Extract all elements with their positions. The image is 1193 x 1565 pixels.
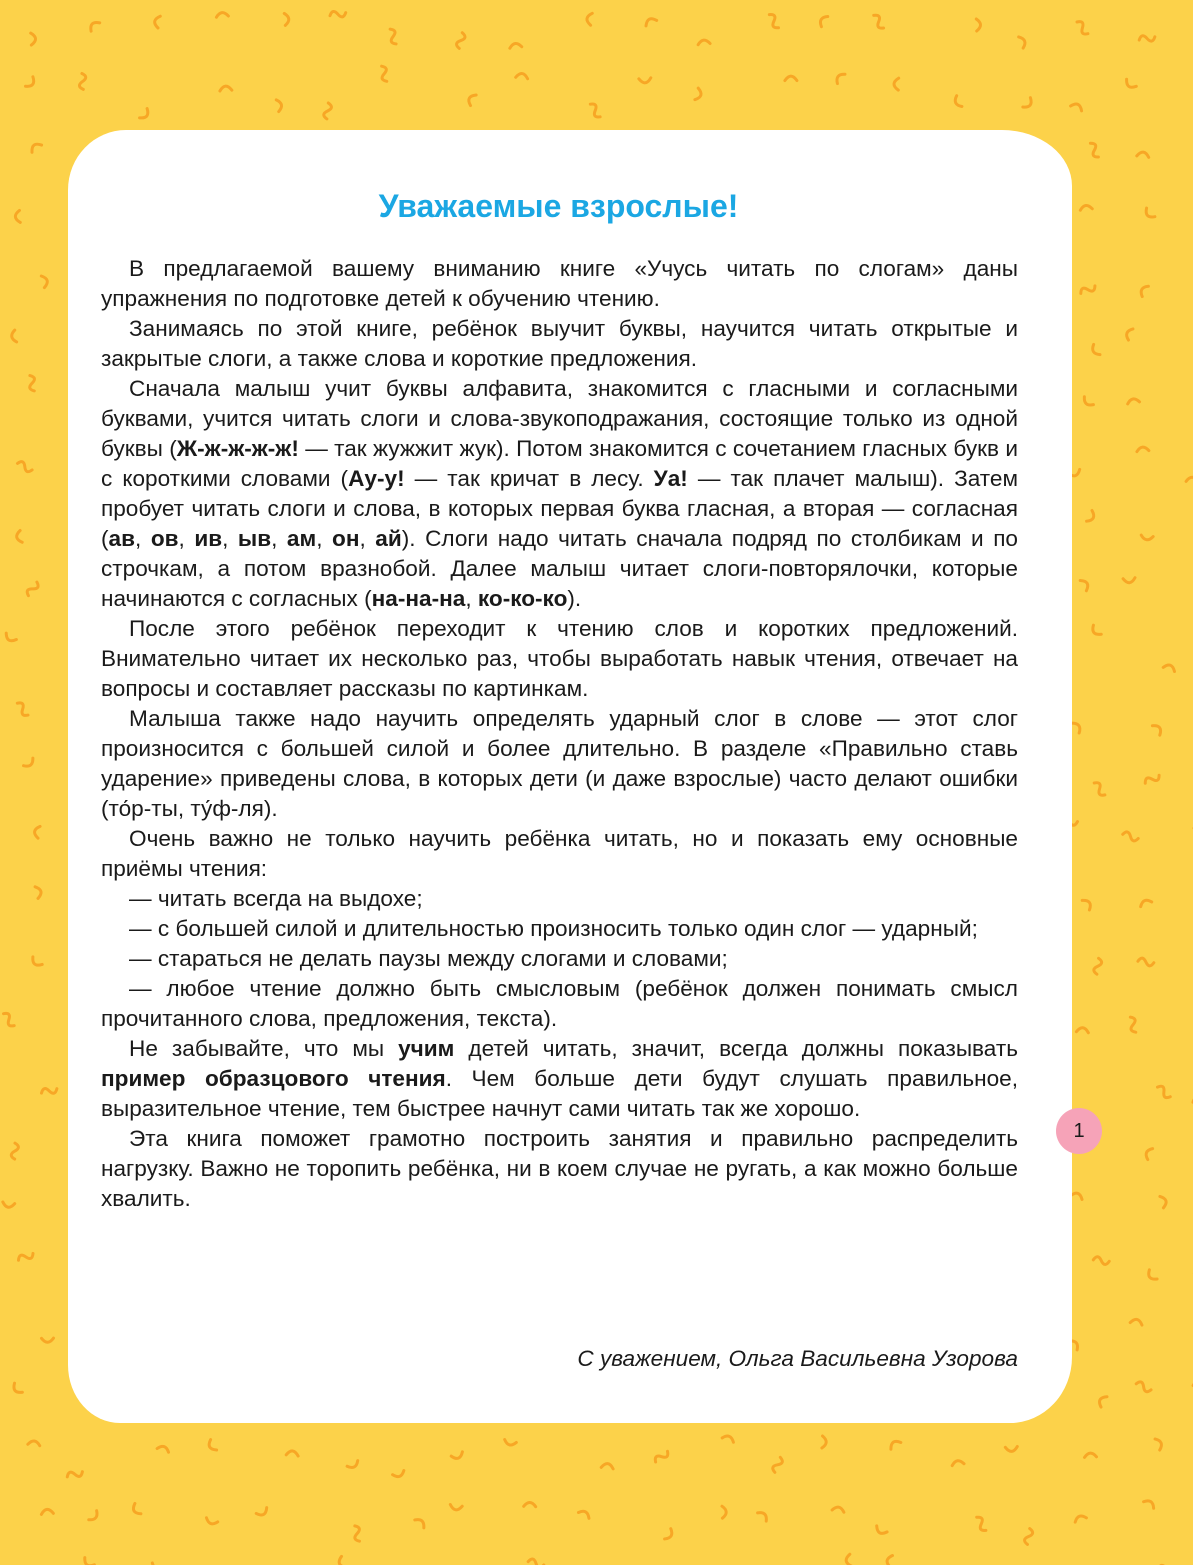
squiggle-mark bbox=[1138, 33, 1155, 43]
squiggle-mark bbox=[28, 1440, 40, 1445]
squiggle-mark bbox=[1087, 511, 1096, 524]
squiggle-mark bbox=[818, 14, 828, 26]
squiggle-mark bbox=[347, 1461, 359, 1470]
squiggle-mark bbox=[131, 1503, 141, 1516]
squiggle-mark bbox=[1076, 1027, 1088, 1033]
bold-text: ов bbox=[150, 526, 179, 551]
text-run: — так плачет малыш). Затем пробует читать слоги и слова, в которых первая буква гласная, а вторая — согласная ( bbox=[101, 466, 1018, 551]
squiggle-mark bbox=[644, 16, 657, 25]
squiggle-mark bbox=[276, 99, 282, 112]
text-run: Очень важно не только научить ребёнка читать, но и показать ему основные приёмы чтения: bbox=[101, 826, 1018, 881]
squiggle-mark bbox=[1084, 1453, 1096, 1458]
squiggle-mark bbox=[1074, 20, 1090, 36]
paragraph bbox=[101, 254, 1018, 314]
squiggle-mark bbox=[27, 375, 38, 392]
bold-text: Ау-у! bbox=[348, 466, 405, 491]
squiggle-mark bbox=[952, 1460, 964, 1466]
squiggle-mark bbox=[1093, 958, 1102, 975]
squiggle-mark bbox=[586, 13, 592, 26]
squiggle-mark bbox=[329, 9, 346, 19]
squiggle-mark bbox=[1071, 1191, 1084, 1199]
squiggle-mark bbox=[41, 275, 48, 288]
text-run: Сначала малыш учит буквы алфавита, знакомится с гласными и согласными буквами, учится читать слоги и слова-звукоподражания, состоящие только из одной буквы ( bbox=[101, 376, 1018, 461]
squiggle-mark bbox=[1144, 1147, 1153, 1160]
text-run: Занимаясь по этой книге, ребёнок выучит буквы, научится читать открытые и закрытые слоги, а также слова и короткие предложения. bbox=[101, 316, 1018, 371]
squiggle-mark bbox=[88, 20, 100, 32]
squiggle-mark bbox=[415, 1517, 427, 1528]
text-run: — стараться не делать паузы между слогами и словами; bbox=[129, 946, 728, 971]
squiggle-mark bbox=[1144, 1498, 1156, 1508]
bold-text: ыв bbox=[237, 526, 272, 551]
squiggle-mark bbox=[1127, 398, 1140, 404]
squiggle-mark bbox=[78, 73, 86, 90]
paragraph bbox=[101, 914, 1018, 944]
squiggle-mark bbox=[41, 1509, 53, 1515]
body-text bbox=[101, 254, 1018, 1214]
bold-text: Ж-ж-ж-ж-ж! bbox=[176, 436, 299, 461]
squiggle-mark bbox=[140, 109, 151, 121]
squiggle-mark bbox=[1087, 141, 1101, 158]
text-run: , bbox=[222, 526, 238, 551]
squiggle-mark bbox=[516, 73, 528, 79]
paragraph bbox=[101, 824, 1018, 884]
squiggle-mark bbox=[822, 1436, 827, 1448]
bold-text: ив bbox=[194, 526, 223, 551]
squiggle-mark bbox=[30, 957, 42, 968]
squiggle-mark bbox=[16, 530, 23, 543]
squiggle-mark bbox=[953, 96, 962, 109]
squiggle-mark bbox=[11, 1383, 22, 1395]
paragraph bbox=[101, 374, 1018, 614]
paragraph bbox=[101, 314, 1018, 374]
text-run: Малыша также надо научить определять ударный слог в слове — этот слог произносится с большей силой и более длительно. В разделе «Правильно ставь ударение» приведены слова, в которых дети (и даже взрослые) часто делают ошибки (то́р-ты, ту́ф-ля). bbox=[101, 706, 1018, 821]
text-run: — так кричат в лесу. bbox=[404, 466, 654, 491]
squiggle-mark bbox=[1139, 284, 1149, 296]
squiggle-mark bbox=[1141, 535, 1153, 540]
text-run: Не забывайте, что мы bbox=[129, 1036, 399, 1061]
squiggle-mark bbox=[1097, 1394, 1107, 1407]
paragraph bbox=[101, 1034, 1018, 1124]
squiggle-mark bbox=[1082, 898, 1093, 910]
bold-text: пример образцового чтения bbox=[101, 1066, 446, 1091]
squiggle-mark bbox=[772, 1456, 784, 1473]
squiggle-mark bbox=[1092, 781, 1108, 798]
squiggle-mark bbox=[16, 460, 33, 473]
squiggle-mark bbox=[157, 1445, 170, 1453]
squiggle-mark bbox=[894, 78, 899, 90]
paragraph bbox=[101, 614, 1018, 704]
squiggle-mark bbox=[1122, 831, 1139, 842]
squiggle-mark bbox=[11, 330, 17, 342]
text-run: — любое чтение должно быть смысловым (ребёнок должен понимать смысл прочитанного слова, предложения, текста). bbox=[101, 976, 1018, 1031]
squiggle-mark bbox=[216, 12, 228, 17]
text-run: ). Слоги надо читать сначала подряд по столбикам и по строчкам, а потом вразнобой. Далее малыш читает слоги-повторялочки, которые начинаются с согласных ( bbox=[101, 526, 1018, 611]
text-run: , bbox=[178, 526, 195, 551]
squiggle-mark bbox=[286, 1450, 298, 1456]
squiggle-mark bbox=[1139, 898, 1152, 906]
squiggle-mark bbox=[1127, 1016, 1139, 1033]
text-run: , bbox=[359, 526, 376, 551]
squiggle-mark bbox=[758, 1510, 769, 1521]
squiggle-mark bbox=[698, 39, 710, 44]
squiggle-mark bbox=[1090, 625, 1101, 637]
text-run: ). bbox=[567, 586, 582, 611]
squiggle-mark bbox=[1090, 344, 1100, 356]
squiggle-mark bbox=[834, 72, 845, 84]
squiggle-mark bbox=[1019, 35, 1027, 48]
bold-text: ай bbox=[375, 526, 402, 551]
signature: С уважением, Ольга Васильевна Узорова bbox=[577, 1346, 1018, 1371]
squiggle-mark bbox=[450, 1505, 463, 1511]
squiggle-mark bbox=[1005, 1447, 1017, 1452]
squiggle-mark bbox=[256, 1508, 269, 1518]
bold-text: Уа! bbox=[653, 466, 688, 491]
squiggle-mark bbox=[888, 1439, 900, 1449]
squiggle-mark bbox=[378, 65, 390, 82]
squiggle-mark bbox=[766, 13, 781, 30]
squiggle-mark bbox=[1130, 1318, 1143, 1325]
paragraph bbox=[101, 974, 1018, 1034]
text-run: , bbox=[465, 586, 478, 611]
text-run: . Чем больше дети будут слушать правильное, выразительное чтение, тем быстрее начнут сами читать так же хорошо. bbox=[101, 1066, 1018, 1121]
squiggle-mark bbox=[1135, 1381, 1152, 1393]
squiggle-mark bbox=[639, 78, 651, 84]
text-run: В предлагаемой вашему вниманию книге «Учусь читать по слогам» даны упражнения по подготовке детей к обучению чтению. bbox=[101, 256, 1018, 311]
squiggle-mark bbox=[1072, 721, 1082, 733]
squiggle-mark bbox=[1155, 1437, 1163, 1450]
text-run: детей читать, значит, всегда должны показывать bbox=[454, 1036, 1018, 1061]
squiggle-mark bbox=[1123, 578, 1135, 584]
text-run: После этого ребёнок переходит к чтению слов и коротких предложений. Внимательно читает их несколько раз, чтобы выработать навык чтения, отвечает на вопросы и составляет рассказы по картинкам. bbox=[101, 616, 1018, 701]
squiggle-mark bbox=[2, 1202, 15, 1208]
squiggle-mark bbox=[351, 1525, 362, 1542]
squiggle-mark bbox=[504, 1440, 517, 1447]
squiggle-mark bbox=[207, 1440, 217, 1453]
squiggle-mark bbox=[1079, 283, 1096, 297]
squiggle-mark bbox=[284, 13, 289, 25]
squiggle-mark bbox=[1137, 447, 1149, 452]
squiggle-mark bbox=[337, 1556, 346, 1565]
squiggle-mark bbox=[1023, 98, 1034, 110]
squiggle-mark bbox=[785, 76, 797, 81]
paragraph bbox=[101, 704, 1018, 824]
squiggle-mark bbox=[393, 1471, 406, 1479]
squiggle-mark bbox=[456, 32, 466, 49]
squiggle-mark bbox=[871, 13, 886, 30]
squiggle-mark bbox=[323, 103, 331, 120]
squiggle-mark bbox=[695, 88, 703, 101]
squiggle-mark bbox=[1024, 1528, 1033, 1545]
squiggle-mark bbox=[1093, 1256, 1110, 1264]
squiggle-mark bbox=[1152, 723, 1163, 735]
squiggle-mark bbox=[601, 1463, 613, 1469]
squiggle-mark bbox=[205, 1518, 218, 1526]
squiggle-mark bbox=[42, 1338, 54, 1342]
squiggle-mark bbox=[1143, 772, 1160, 786]
squiggle-mark bbox=[974, 1515, 989, 1532]
squiggle-mark bbox=[1146, 1270, 1157, 1282]
squiggle-mark bbox=[832, 1506, 845, 1512]
page-title: Уважаемые взрослые! bbox=[378, 188, 739, 224]
squiggle-mark bbox=[31, 33, 36, 45]
squiggle-mark bbox=[722, 1506, 726, 1518]
squiggle-mark bbox=[1137, 151, 1149, 157]
squiggle-mark bbox=[15, 701, 31, 718]
squiggle-mark bbox=[874, 1526, 887, 1536]
bold-text: ав bbox=[108, 526, 135, 551]
text-run: — с большей силой и длительностью произносить только один слог — ударный; bbox=[129, 916, 978, 941]
bold-text: на-на-на bbox=[371, 586, 466, 611]
squiggle-mark bbox=[451, 1452, 464, 1461]
squiggle-mark bbox=[17, 1250, 34, 1263]
squiggle-mark bbox=[524, 1502, 536, 1506]
squiggle-mark bbox=[886, 1555, 892, 1565]
squiggle-mark bbox=[1, 1011, 17, 1028]
squiggle-mark bbox=[1080, 578, 1090, 591]
squiggle-mark bbox=[1155, 1084, 1172, 1099]
paragraph bbox=[101, 1124, 1018, 1214]
squiggle-mark bbox=[588, 102, 603, 119]
squiggle-mark bbox=[467, 93, 477, 106]
squiggle-mark bbox=[1124, 79, 1136, 90]
squiggle-mark bbox=[89, 1511, 100, 1523]
squiggle-mark bbox=[35, 886, 42, 899]
text-run: , bbox=[135, 526, 151, 551]
squiggle-mark bbox=[976, 19, 980, 31]
paragraph bbox=[101, 944, 1018, 974]
squiggle-mark bbox=[1074, 1514, 1087, 1522]
squiggle-mark bbox=[653, 1449, 670, 1465]
squiggle-mark bbox=[1143, 208, 1155, 220]
squiggle-mark bbox=[220, 86, 232, 91]
squiggle-mark bbox=[11, 1143, 18, 1159]
bold-text: ко-ко-ко bbox=[477, 586, 568, 611]
text-run: , bbox=[316, 526, 333, 551]
bold-text: ам bbox=[286, 526, 317, 551]
squiggle-mark bbox=[1160, 1195, 1168, 1208]
squiggle-mark bbox=[387, 28, 399, 45]
text-run: Эта книга поможет грамотно построить занятия и правильно распределить нагрузку. Важно не торопить ребёнка, ни в коем случае не ругать, а как можно больше хвалить. bbox=[101, 1126, 1018, 1211]
page-number-badge: 1 bbox=[1056, 1108, 1102, 1154]
text-run: — так жужжит жук). Потом знакомится с сочетанием гласных букв и с короткими словами ( bbox=[101, 436, 1018, 491]
squiggle-mark bbox=[26, 77, 37, 89]
squiggle-mark bbox=[1163, 663, 1176, 671]
bold-text: он bbox=[332, 526, 360, 551]
squiggle-mark bbox=[578, 1509, 590, 1518]
bold-text: учим bbox=[398, 1036, 455, 1061]
squiggle-mark bbox=[509, 43, 521, 48]
squiggle-mark bbox=[66, 1468, 83, 1480]
paragraph bbox=[101, 884, 1018, 914]
squiggle-mark bbox=[1138, 958, 1155, 966]
squiggle-mark bbox=[24, 758, 36, 769]
text-run: — читать всегда на выдохе; bbox=[129, 886, 423, 911]
squiggle-mark bbox=[665, 1529, 675, 1541]
squiggle-mark bbox=[1125, 327, 1133, 340]
squiggle-mark bbox=[41, 1085, 58, 1096]
squiggle-mark bbox=[34, 826, 41, 839]
text-run: , bbox=[271, 526, 287, 551]
squiggle-mark bbox=[1082, 397, 1094, 408]
squiggle-mark bbox=[1186, 477, 1193, 481]
squiggle-mark bbox=[527, 1558, 544, 1565]
squiggle-mark bbox=[4, 633, 17, 643]
squiggle-mark bbox=[845, 1554, 851, 1565]
squiggle-mark bbox=[29, 141, 41, 152]
squiggle-mark bbox=[154, 15, 161, 28]
squiggle-mark bbox=[82, 1558, 94, 1565]
squiggle-mark bbox=[1071, 102, 1084, 111]
squiggle-mark bbox=[722, 1434, 735, 1442]
squiggle-mark bbox=[25, 580, 39, 597]
